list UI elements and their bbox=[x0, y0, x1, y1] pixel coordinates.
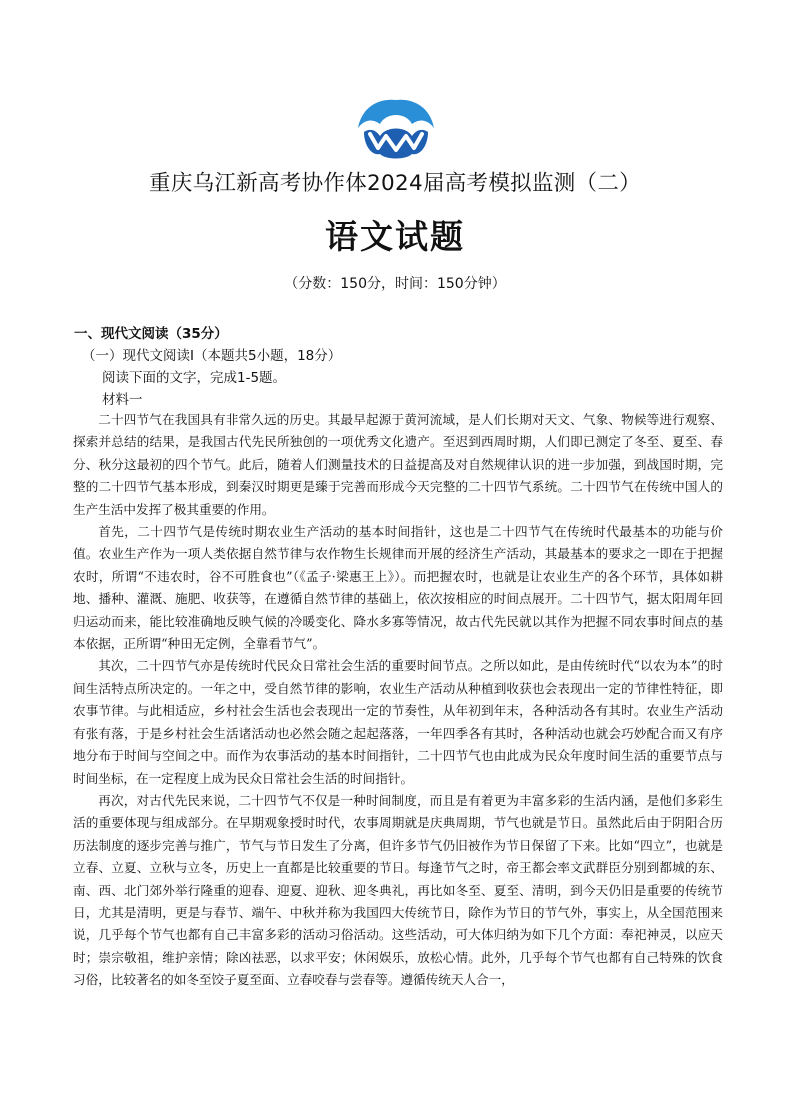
material-label: 材料一 bbox=[102, 392, 143, 408]
exam-title: 重庆乌江新高考协作体2024届高考模拟监测（二） bbox=[149, 171, 641, 196]
section-heading: 一、现代文阅读（35分） bbox=[74, 326, 228, 342]
score-time-info: （分数：150分，时间：150分钟） bbox=[284, 276, 506, 292]
paragraph: 其次，二十四节气亦是传统时代民众日常社会生活的重要时间节点。之所以如此，是由传统时代“以农为本”的时间生活特点所决定的。一年之中，受自然节律的影响，农业生产活动从种植到收获也会表现出一定的节律性特征，即农事节律。与此相适应，乡村社会生活也会表现出一定的节奏性，从年初到年末，各种活动各有其时。农业生产活动有张有落，于是乡村社会生活诸活动也必然会随之起起落落，一年四季各有其时，各种活动也就会巧妙配合而又有序地分布于时间与空间之中。而作为农事活动的基本时间指针，二十四节气也由此成为民众年度时间生活的重要节点与时间坐标，在一定程度上成为民众日常社会生活的时间指针。 bbox=[73, 658, 723, 786]
reading-instruction: 阅读下面的文字，完成1-5题。 bbox=[102, 370, 287, 386]
subject-title: 语文试题 bbox=[325, 217, 465, 256]
subsection-heading: （一）现代文阅读Ⅰ（本题共5小题，18分） bbox=[82, 348, 342, 364]
passage-body bbox=[73, 409, 723, 992]
paragraph: 再次，对古代先民来说，二十四节气不仅是一种时间制度，而且是有着更为丰富多彩的生活内涵，是他们多彩生活的重要体现与组成部分。在早期观象授时时代，农事周期就是庆典周期，节气也就是节日。虽然此后由于阴阳合历历法制度的逐步完善与推广，节气与节日发生了分离，但许多节气仍旧被作为节日保留了下来。比如“四立”，也就是立春、立夏、立秋与立冬，历史上一直都是比较重要的节日。每逢节气之时，帝王都会率文武群臣分别到都城的东、南、西、北门郊外举行隆重的迎春、迎夏、迎秋、迎冬典礼，再比如冬至、夏至、清明，到今天仍旧是重要的传统节日，尤其是清明，更是与春节、端午、中秋并称为我国四大传统节日，除作为节日的节气外，事实上，从全国范围来说，几乎每个节气也都有自己丰富多彩的活动习俗活动。这些活动，可大体归纳为如下几个方面：奉祀神灵，以应天时；崇宗敬祖，维护亲情；除凶祛恶，以求平安；休闲娱乐，放松心情。此外，几乎每个节气也都有自己特殊的饮食习俗，比较著名的如冬至饺子夏至面、立春咬春与尝春等。遵循传统天人合一， bbox=[73, 792, 723, 988]
paragraph: 二十四节气在我国具有非常久远的历史。其最早起源于黄河流域，是人们长期对天文、气象、物候等进行观察、探索并总结的结果，是我国古代先民所独创的一项优秀文化遗产。至迟到西周时期，人们即已测定了冬至、夏至、春分、秋分这最初的四个节气。此后，随着人们测量技术的日益提高及对自然规律认识的进一步加强，到战国时期，完整的二十四节气基本形成，到秦汉时期更是臻于完善而形成今天完整的二十四节气系统。二十四节气在传统中国人的生产生活中发挥了极其重要的作用。 bbox=[73, 412, 723, 517]
logo-wave-top bbox=[358, 100, 434, 128]
wave-logo-icon bbox=[356, 98, 436, 160]
paragraph: 首先，二十四节气是传统时期农业生产活动的基本时间指针，这也是二十四节气在传统时代最基本的功能与价值。农业生产作为一项人类依据自然节律与农作物生长规律而开展的经济生产活动，其最基本的要求之一即在于把握农时，所谓“不违农时，谷不可胜食也”（《孟子·梁惠王上》）。而把握农时，也就是让农业生产的各个环节，具体如耕地、播种、灌溉、施肥、收获等，在遵循自然节律的基础上，依次按相应的时间点展开。二十四节气，据太阳周年回归运动而来，能比较准确地反映气候的冷暖变化、降水多寡等情况，故古代先民就以其作为把握不同农事时间点的基本依据，正所谓“种田无定例，全靠看节气”。 bbox=[73, 524, 723, 652]
